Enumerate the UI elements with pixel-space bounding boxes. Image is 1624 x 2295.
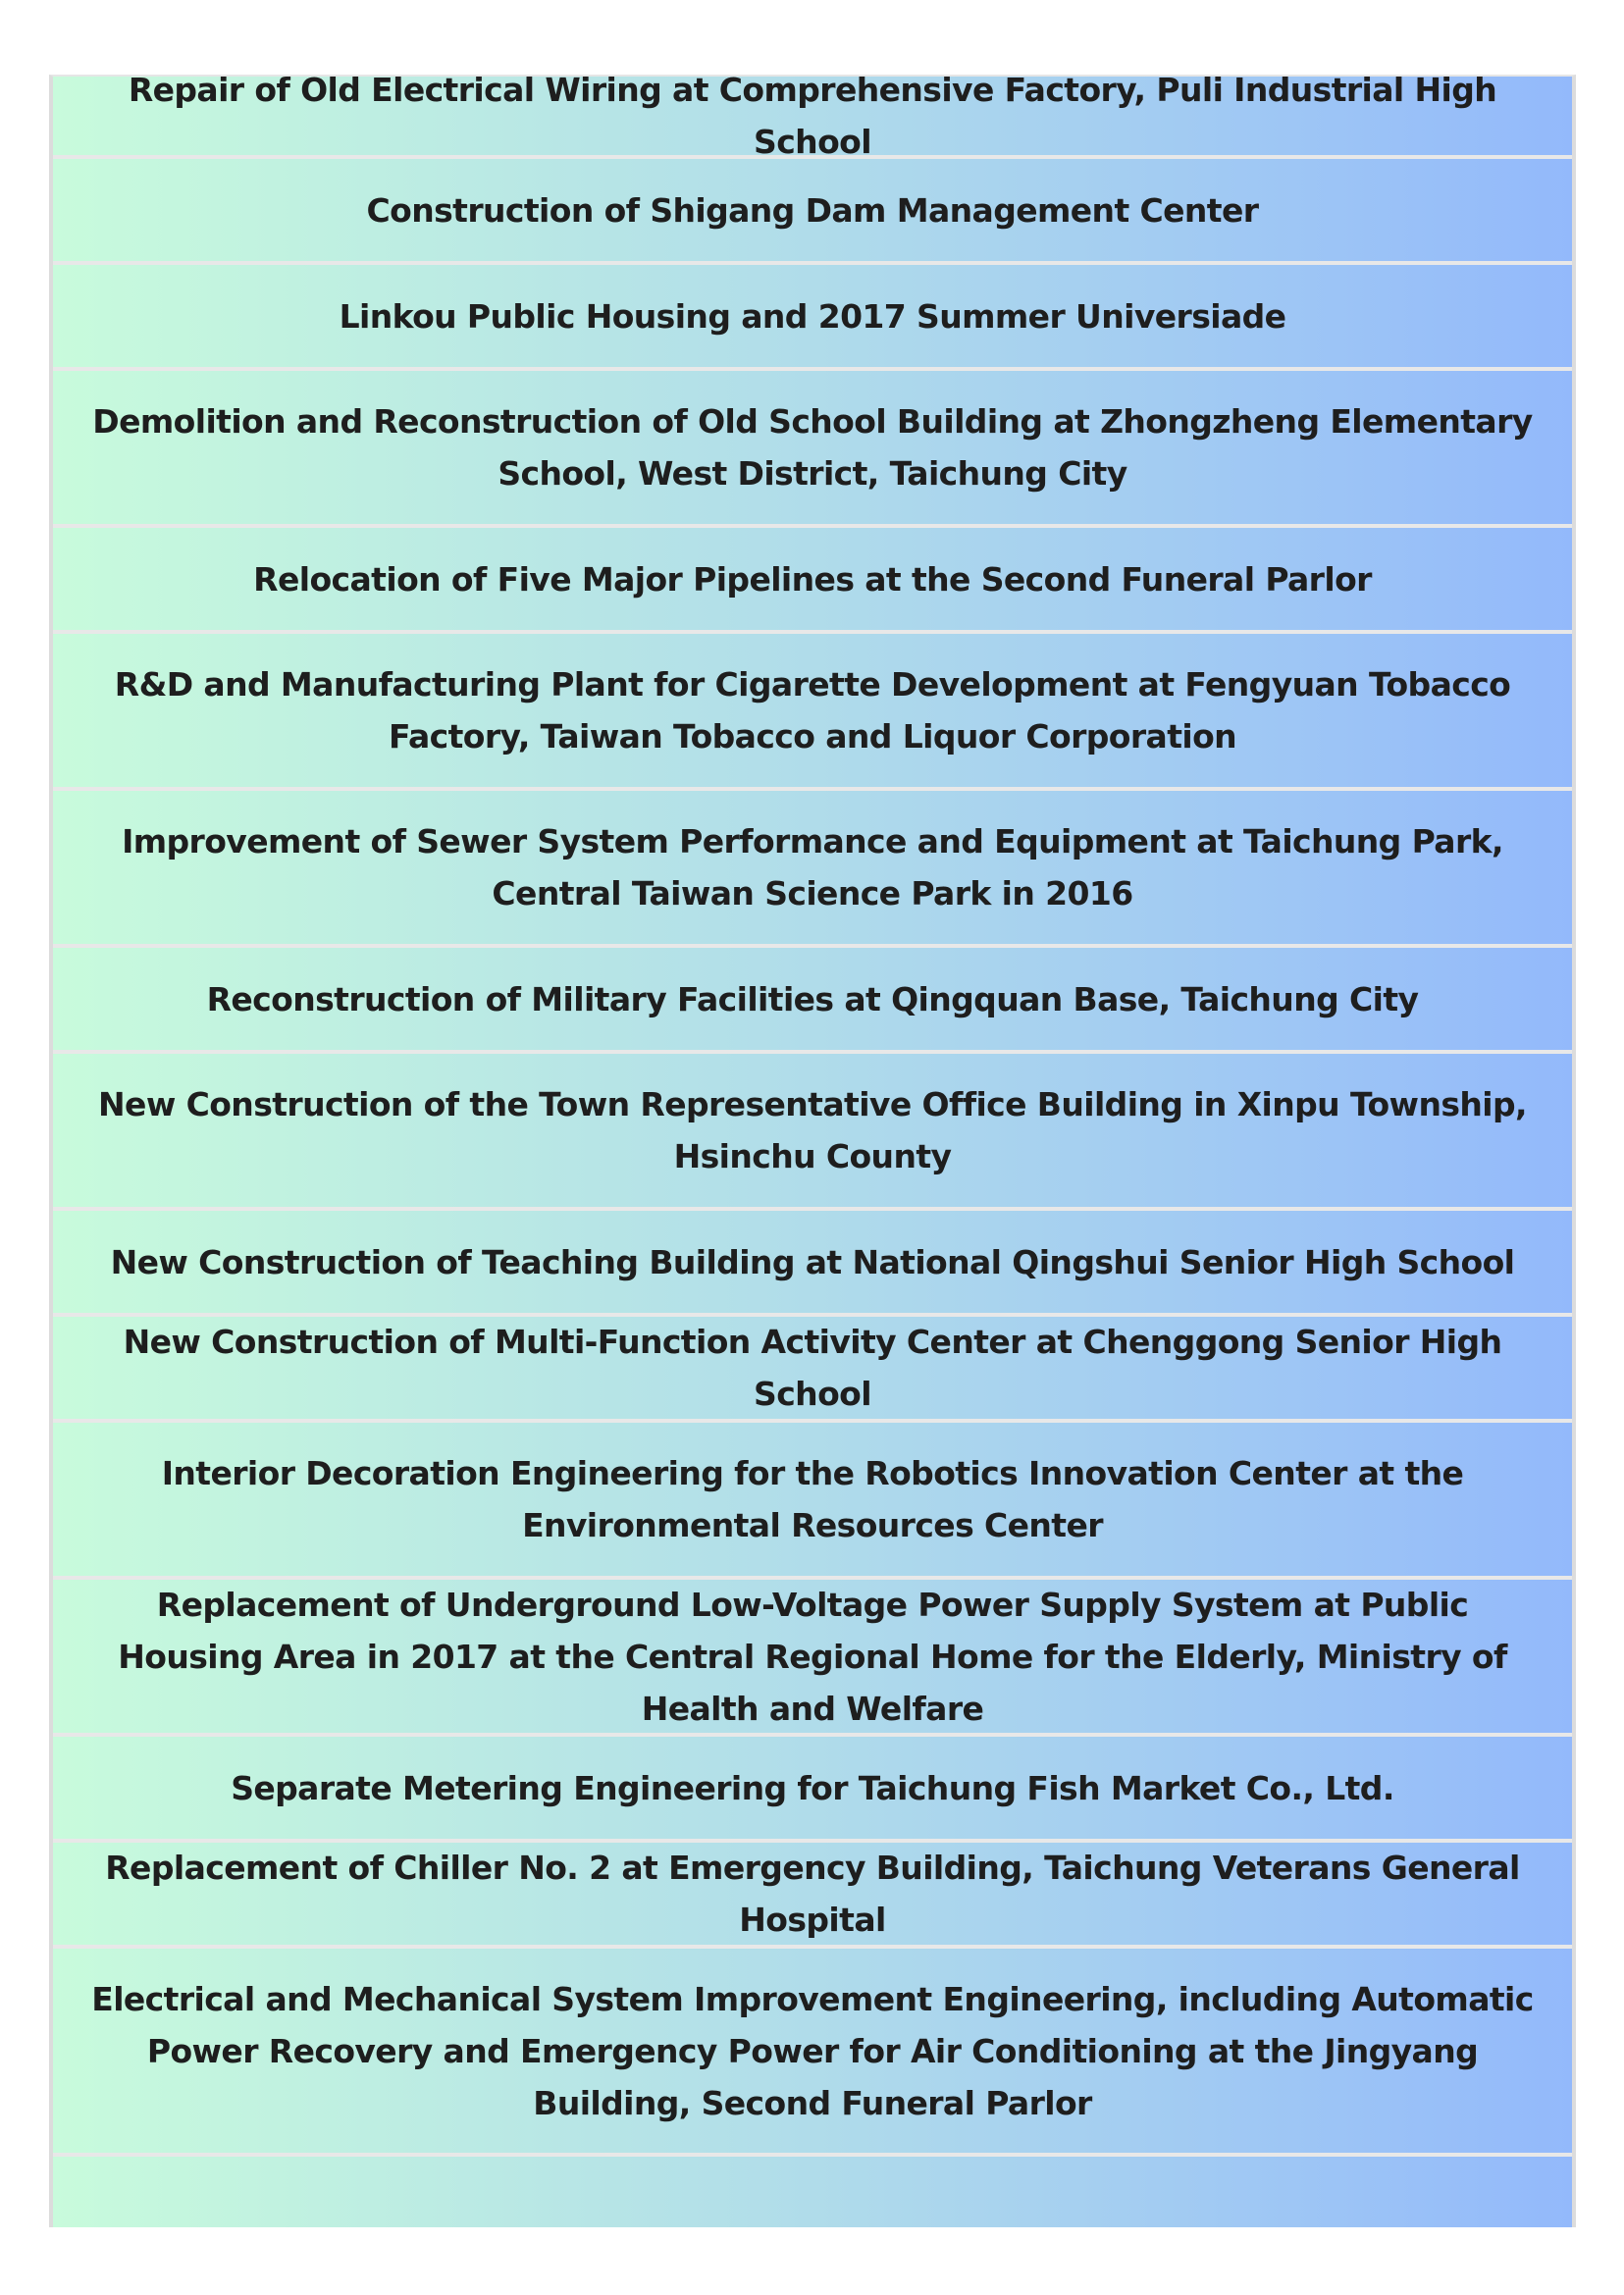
table-row — [53, 71, 1572, 161]
project-name: Reconstruction of Military Facilities at Qingquan Base, Taichung City — [206, 979, 1419, 1018]
table-row-empty — [53, 2157, 1572, 2227]
project-name: Electrical and Mechanical System Improvement Engineering, including Automatic Power Recovery and Emergency Power for Air Conditioning at the Jingyang Building, Second Funeral Parlor — [91, 1979, 1534, 2122]
table-row — [53, 1843, 1572, 1949]
project-name: Replacement of Chiller No. 2 at Emergency Building, Taichung Veterans General Hospital — [105, 1849, 1520, 1939]
project-name: Repair of Old Electrical Wiring at Comprehensive Factory, Puli Industrial High School — [128, 71, 1497, 161]
table-row — [53, 159, 1572, 265]
project-name: R&D and Manufacturing Plant for Cigarette Development at Fengyuan Tobacco Factory, Taiwan Tobacco and Liquor Corporation — [114, 665, 1511, 756]
table-row — [53, 1949, 1572, 2157]
table-row — [53, 948, 1572, 1054]
table-row — [53, 1211, 1572, 1317]
project-name: Demolition and Reconstruction of Old School Building at Zhongzheng Elementary School, West District, Taichung City — [92, 402, 1533, 493]
table-row — [53, 1737, 1572, 1843]
project-name: New Construction of Teaching Building at National Qingshui Senior High School — [110, 1242, 1515, 1281]
table-row — [53, 265, 1572, 371]
table-row — [53, 1317, 1572, 1423]
table-row — [53, 1580, 1572, 1737]
project-name: Separate Metering Engineering for Taichung Fish Market Co., Ltd. — [231, 1768, 1394, 1807]
project-name: Improvement of Sewer System Performance and Equipment at Taichung Park, Central Taiwan Science Park in 2016 — [122, 822, 1503, 913]
table-row — [53, 1423, 1572, 1580]
project-name: Linkou Public Housing and 2017 Summer Universiade — [339, 296, 1286, 336]
project-name: Relocation of Five Major Pipelines at the Second Funeral Parlor — [253, 559, 1372, 599]
project-name: Interior Decoration Engineering for the Robotics Innovation Center at the Environmental Resources Center — [161, 1454, 1464, 1544]
project-name: New Construction of Multi-Function Activity Center at Chenggong Senior High School — [123, 1323, 1502, 1413]
table-row — [53, 634, 1572, 791]
project-name: Construction of Shigang Dam Management Center — [366, 190, 1259, 230]
table-row — [53, 371, 1572, 528]
table-row — [53, 1054, 1572, 1211]
project-name: Replacement of Underground Low-Voltage Power Supply System at Public Housing Area in 2017 at the Central Regional Home for the Elderly, Ministry of Health and Welfare — [118, 1585, 1507, 1728]
project-name: New Construction of the Town Representative Office Building in Xinpu Township, Hsinchu County — [98, 1085, 1527, 1175]
table-row — [53, 791, 1572, 948]
project-table — [49, 71, 1576, 2227]
table-row — [53, 528, 1572, 634]
